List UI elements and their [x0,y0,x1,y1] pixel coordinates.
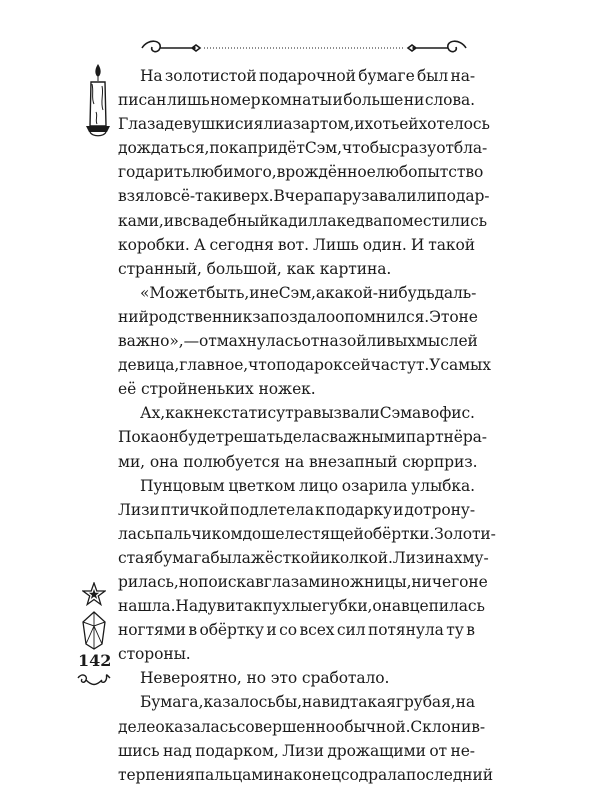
word: А [193,235,206,254]
word: Сэма [379,404,422,423]
word: в [466,621,475,640]
word: но [178,572,199,591]
word: была [210,548,251,567]
word: с [267,404,277,423]
word: лицо [298,476,338,495]
word: в [421,404,430,423]
word: взяло [118,187,164,206]
page-number: 142 [78,651,112,670]
word: со [279,621,297,640]
text-line [118,546,489,570]
word: «Может [140,283,207,302]
word: девица, [118,356,180,375]
word: и [393,500,404,519]
word: Это [429,307,459,326]
word: колкой. [330,548,393,567]
candle-icon [80,62,116,142]
flourish-icon [74,670,114,690]
word: запоздало [252,307,336,326]
word: и [320,548,331,567]
word: самых [440,356,491,375]
word: Лизи [118,500,160,519]
word: улыбка. [411,476,475,495]
word: ту [446,621,464,640]
word: от [429,741,448,760]
word: отбла- [436,139,488,158]
text-line [118,425,487,449]
word: грубая, [395,693,456,712]
word: офис. [429,404,475,423]
word: поискав [198,572,264,591]
word: Сэм, [278,283,316,302]
word: всех [299,621,335,640]
word: свадебный [182,211,270,230]
word: бы, [275,693,302,712]
word: И [410,235,425,254]
word: Ах, [140,404,166,423]
text-line [118,763,493,787]
text-line: Невероятно, но это сработало. [140,669,390,688]
word: вот. [277,235,309,254]
word: хоть [364,115,400,134]
word: Глаза [118,115,165,134]
word: потянула [367,621,444,640]
word: кадиллак [269,211,347,230]
word: пару [322,187,362,206]
word: дела [283,428,321,447]
word: обёртки. [363,524,435,543]
word: что [248,356,276,375]
word: сил [336,621,366,640]
word: не [259,283,279,302]
text-line: странный, большой, как картина. [118,259,392,278]
word: подарочной [258,67,356,85]
text-line [118,594,485,618]
text-line [118,522,496,546]
word: ей [399,115,419,134]
word: пухлые [262,597,322,616]
word: Склонив- [410,717,485,736]
word: сегодня [209,235,274,254]
word: такой [428,235,475,254]
word: он [159,428,179,447]
word: она [372,597,401,616]
word: терпения [118,765,195,784]
text-line [118,112,490,136]
word: обычной. [335,717,411,736]
word: вцепилась [401,597,485,616]
word: некстати [193,404,268,423]
word: ногтями [118,621,186,640]
text-line: стороны. [118,645,191,664]
word: такая [349,693,396,712]
word: какой-нибудь [325,283,435,302]
word: Лизи [392,548,435,567]
word: тут. [398,356,430,375]
word: и [354,115,365,134]
word: девушки [164,115,235,134]
word: наконец [273,765,341,784]
word: казалось [203,693,276,712]
word: был [416,67,449,85]
word: один. [362,235,407,254]
word: ками, [118,211,164,230]
word: комнаты [261,91,332,110]
word: подар- [436,187,490,206]
word: врождённое [276,163,376,182]
word: в [188,621,197,640]
word: Лишь [313,235,359,254]
word: подарком, [195,741,279,760]
word: утра [276,404,313,423]
word: Пока [118,428,160,447]
word: лишь [166,91,210,110]
word: и [266,621,277,640]
word: ний [118,307,149,326]
word: до [242,524,262,543]
word: ничего [411,572,469,591]
word: и [225,597,236,616]
text-line [118,353,491,377]
word: шись [118,741,160,760]
word: мыслей [415,332,478,351]
word: обёртку [199,621,264,640]
word: цветком [228,476,296,495]
pentagram-icon [82,582,106,606]
word: ни [403,91,425,110]
word: и [249,283,260,302]
text-line [118,498,475,522]
word: отмахнулась [199,332,302,351]
text-line [118,64,475,88]
word: важно», [118,332,184,351]
word: а [315,283,326,302]
word: глазами [263,572,331,591]
word: пальцами [194,765,274,784]
crystal-icon [80,610,108,650]
word: даль- [434,283,477,302]
word: Вчера [273,187,323,206]
word: и [332,91,343,110]
word: бумага [153,548,211,567]
text-line [118,136,488,160]
word: золотистой [164,67,257,85]
word: в [173,211,183,230]
word: Пунцовым [140,476,225,495]
word: номер [210,91,261,110]
word: над [162,741,192,760]
word: партнёра- [405,428,487,447]
word: Сэм, [304,139,342,158]
word: шелестящей [261,524,364,543]
word: верх. [232,187,274,206]
word: губки, [321,597,373,616]
word: любимого, [190,163,277,182]
word: стая [118,548,154,567]
word: слова. [424,91,475,110]
word: чтобы [341,139,392,158]
word: У [429,356,441,375]
word: дотрону- [404,500,475,519]
word: на [301,693,322,712]
word: птичкой [160,500,229,519]
word: нашла. [118,597,176,616]
word: На [140,67,163,85]
text-line [118,233,475,257]
word: родственник [148,307,253,326]
word: подлетела [229,500,314,519]
word: всё-таки [163,187,233,206]
text-line [118,88,475,112]
word: быть, [206,283,250,302]
word: содрала [340,765,406,784]
word: как [165,404,194,423]
text-line [118,715,485,739]
text-line: ми, она полюбуется на внезапный сюрприз. [118,452,478,471]
text-line [118,160,484,184]
word: последний [405,765,493,784]
word: сейчас [342,356,399,375]
word: рилась, [118,572,179,591]
text-line [118,184,490,208]
body-text [118,64,496,787]
word: писан [118,91,167,110]
word: азартом, [283,115,355,134]
word: Золоти- [434,524,496,543]
word: поместились [382,211,488,230]
word: лась [118,524,154,543]
word: годарить [118,163,191,182]
text-line [118,305,478,329]
word: к [315,500,325,519]
word: не [458,307,478,326]
flourish-divider-icon [134,36,474,58]
word: вызвали [312,404,380,423]
word: главное, [179,356,249,375]
word: на [455,693,475,712]
word: подарку [325,500,393,519]
word: важными [329,428,406,447]
word: не- [450,741,475,760]
word: дрожащими [327,741,426,760]
word: хотелось [418,115,490,134]
word: и [163,211,174,230]
word: решать [224,428,284,447]
word: — [183,332,200,351]
text-line [118,739,475,763]
text-line: её стройненьких ножек. [118,380,316,399]
text-line [118,570,488,594]
word: Надув [175,597,226,616]
word: назойливых [319,332,416,351]
word: нахму- [434,548,489,567]
word: сразу [391,139,437,158]
word: пальчиком [153,524,243,543]
text-line [118,618,475,642]
text-line [118,690,475,714]
word: едва [346,211,383,230]
word: от [301,332,320,351]
word: с [320,428,330,447]
word: больше [343,91,404,110]
text-line [118,281,475,305]
word: жёсткой [250,548,321,567]
word: коробки. [118,235,190,254]
word: опомнился. [335,307,430,326]
word: дождаться, [118,139,210,158]
word: озарила [341,476,408,495]
word: пока [209,139,248,158]
word: подарок [275,356,343,375]
word: сияли [234,115,284,134]
text-line [118,209,488,233]
word: завалили [361,187,437,206]
word: Лизи [282,741,324,760]
text-line [118,329,478,353]
word: бумаге [358,67,415,85]
word: ножницы, [330,572,412,591]
word: совершенно [236,717,336,736]
word: деле [118,717,156,736]
text-line [118,474,475,498]
word: на- [450,67,475,85]
word: будет [178,428,225,447]
word: Бумага, [140,693,204,712]
text-line [118,401,475,425]
word: не [468,572,488,591]
word: вид [321,693,350,712]
word: придёт [247,139,305,158]
word: любопытство [375,163,484,182]
word: так [235,597,263,616]
word: оказалась [155,717,237,736]
